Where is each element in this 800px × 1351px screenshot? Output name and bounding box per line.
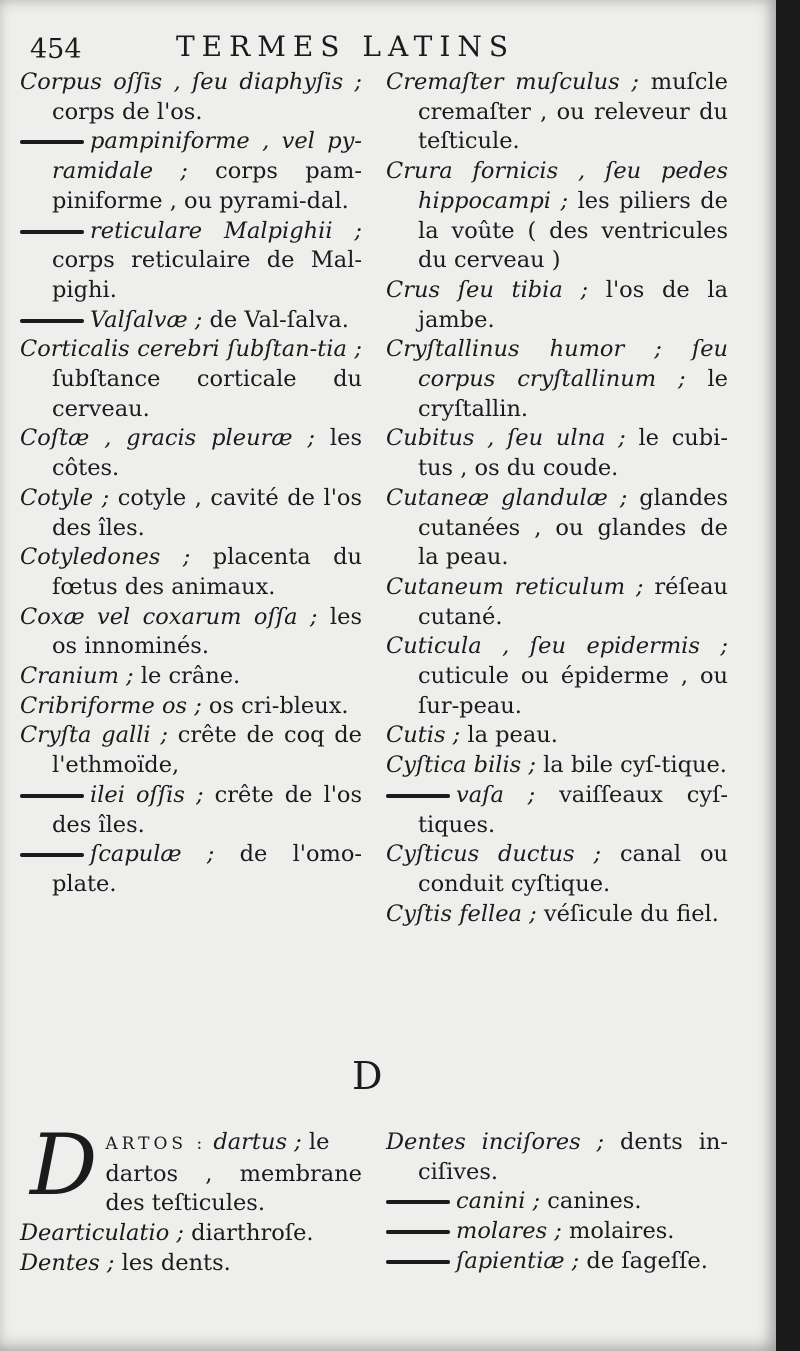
- entry-term: Crura fornicis , ſeu pedes hippocampi ;: [386, 158, 728, 214]
- dictionary-entry: [20, 603, 362, 662]
- entry-term: Cryſta galli ;: [20, 722, 168, 749]
- section-letter: D: [352, 1054, 383, 1098]
- dictionary-entry: [386, 157, 728, 276]
- left-column: [20, 68, 362, 900]
- entry-definition: le crâne.: [133, 663, 241, 690]
- entry-definition: de l'omo-plate.: [52, 841, 362, 897]
- dictionary-entry: [20, 721, 362, 780]
- entry-definition: placenta du fœtus des animaux.: [52, 544, 363, 600]
- dictionary-entry: [20, 1219, 362, 1249]
- entry-term: molares ;: [456, 1218, 562, 1245]
- entry-definition: crête de coq de l'ethmoïde,: [52, 722, 362, 779]
- running-title: TERMES LATINS: [176, 30, 516, 63]
- entry-definition: la peau.: [460, 722, 558, 749]
- entry-term: vaſa ;: [456, 781, 536, 808]
- entry-definition: canal ou conduit cyſtique.: [418, 841, 728, 897]
- repeat-dash: [386, 1230, 450, 1234]
- entry-term: dartus ;: [206, 1129, 302, 1155]
- entry-definition: cuticule ou épiderme , ou ſur-peau.: [418, 663, 728, 719]
- section-left-column: [20, 1116, 362, 1279]
- repeat-dash: [20, 140, 84, 144]
- entry-term: Cyſtis fellea ;: [386, 900, 537, 927]
- entry-term: Crus ſeu tibia ;: [386, 276, 589, 303]
- repeat-dash: [386, 794, 450, 798]
- entry-term: Dentes inciſores ;: [386, 1129, 605, 1155]
- entry-term: pampiniforme , vel py-ramidale ;: [52, 128, 362, 185]
- entry-definition: vaiſſeaux cyſ-tiques.: [418, 781, 729, 838]
- entry-term: reticulare Malpighii ;: [90, 217, 362, 244]
- entry-term: Corticalis cerebri ſubſtan-tia ;: [20, 336, 362, 363]
- entry-definition: le cryſtallin.: [418, 366, 728, 422]
- page-number: 454: [30, 34, 82, 65]
- dictionary-entry: [386, 484, 728, 573]
- entry-term: canini ;: [456, 1188, 541, 1215]
- entry-definition: l'os de la jambe.: [418, 276, 729, 333]
- dictionary-entry: [20, 217, 362, 306]
- dictionary-entry: [386, 1217, 728, 1247]
- entry-definition: glandes cutanées , ou glandes de la peau.: [418, 484, 729, 571]
- entry-definition: corps reticulaire de Mal-pighi.: [52, 247, 362, 303]
- repeat-dash: [386, 1200, 450, 1204]
- entry-definition: les dents.: [114, 1249, 231, 1276]
- entry-definition: molaires.: [561, 1218, 675, 1245]
- repeat-dash: [20, 794, 84, 798]
- dictionary-entry: [20, 484, 362, 543]
- entry-term: ſapientiæ ;: [456, 1247, 580, 1274]
- entry-term: Dearticulatio ;: [20, 1220, 184, 1247]
- entry-definition: canines.: [540, 1188, 642, 1215]
- entry-term: Corpus oſſis , ſeu diaphyſis ;: [20, 69, 362, 95]
- entry-term: Coxæ vel coxarum oſſa ;: [20, 603, 318, 630]
- entry-term: Cyſticus ductus ;: [386, 841, 602, 868]
- entry-definition: diarthroſe.: [183, 1220, 314, 1247]
- entry-definition: crête de l'os des îles.: [52, 781, 363, 838]
- right-column: [386, 68, 728, 929]
- dictionary-entry: [20, 840, 362, 899]
- entry-term: Cryſtallinus humor ; ſeu corpus cryſtallinum ;: [386, 336, 728, 393]
- dictionary-entry: [386, 276, 728, 335]
- entry-term: Cubitus , ſeu ulna ;: [386, 425, 626, 452]
- entry-term: Cremaſter muſculus ;: [386, 69, 639, 95]
- entry-definition: de Val-ſalva.: [202, 306, 349, 333]
- entry-term: Cuticula , ſeu epidermis ;: [386, 633, 728, 660]
- dictionary-entry: [20, 306, 362, 336]
- dictionary-entry: [20, 335, 362, 424]
- entry-term: Cranium ;: [20, 663, 134, 690]
- repeat-dash: [20, 319, 84, 323]
- entry-definition: le cubi-tus , os du coude.: [418, 425, 728, 482]
- dictionary-entry: [386, 632, 728, 721]
- dictionary-entry: [20, 662, 362, 692]
- entry-term: Cutaneum reticulum ;: [386, 573, 644, 600]
- entry-term: Cutis ;: [386, 722, 461, 749]
- dictionary-entry: [386, 1128, 728, 1187]
- drop-cap: D: [30, 1116, 98, 1214]
- dictionary-entry: [20, 127, 362, 216]
- repeat-dash: [386, 1260, 450, 1264]
- entry-definition-continued: dartos , membrane des teſticules.: [105, 1160, 362, 1217]
- entry-term: Cutaneæ glandulæ ;: [386, 484, 628, 511]
- dictionary-entry: [386, 900, 728, 930]
- entry-definition: réſeau cutané.: [418, 573, 728, 630]
- entry-definition: dents in-ciſives.: [418, 1129, 728, 1185]
- entry-definition: le: [301, 1129, 330, 1155]
- repeat-dash: [20, 853, 84, 857]
- entry-definition: corps pam-piniforme , ou pyrami-dal.: [52, 158, 362, 214]
- entry-term: Coſtæ , gracis pleuræ ;: [20, 425, 315, 452]
- entry-term: Valſalvæ ;: [90, 306, 203, 333]
- entry-smallcaps: ARTOS :: [105, 1134, 207, 1154]
- dictionary-entry: [386, 840, 728, 899]
- dictionary-entry: [386, 721, 728, 751]
- entry-definition: les côtes.: [52, 425, 362, 482]
- dictionary-entry: [386, 424, 728, 483]
- page-header: [0, 28, 776, 68]
- entry-term: Cotyledones ;: [20, 544, 191, 571]
- dictionary-entry: [20, 543, 362, 602]
- dictionary-entry: [386, 1187, 728, 1217]
- entry-definition: corps de l'os.: [52, 98, 203, 125]
- entry-definition: véſicule du fiel.: [536, 900, 719, 927]
- dictionary-entry: [20, 781, 362, 840]
- entry-definition: les os innominés.: [52, 603, 362, 660]
- entry-definition: les piliers de la voûte ( des ventricules du cerveau ): [418, 187, 728, 274]
- dictionary-entry: [386, 781, 728, 840]
- entry-definition: ſubſtance corticale du cerveau.: [52, 366, 362, 422]
- entry-term: ſcapulæ ;: [90, 841, 215, 868]
- entry-term: Cyſtica bilis ;: [386, 752, 536, 779]
- entry-term: Cribriforme os ;: [20, 692, 202, 719]
- dictionary-entry: [20, 68, 362, 127]
- entry-definition: cotyle , cavité de l'os des îles.: [52, 484, 362, 541]
- section-left-entries: [20, 1219, 362, 1278]
- section-right-column: [386, 1128, 728, 1277]
- dictionary-entry-dartos: [20, 1116, 362, 1219]
- dictionary-entry: [386, 68, 728, 157]
- dictionary-entry: [386, 335, 728, 424]
- dictionary-entry: [386, 573, 728, 632]
- entry-definition: os cri-bleux.: [201, 692, 349, 719]
- dictionary-entry: [20, 692, 362, 722]
- entry-term: Cotyle ;: [20, 484, 110, 511]
- entry-term: ilei oſſis ;: [90, 781, 204, 808]
- dictionary-entry: [20, 1249, 362, 1279]
- entry-definition: de ſageſſe.: [579, 1247, 708, 1274]
- entry-definition: muſcle cremaſter , ou releveur du teſticule.: [418, 69, 728, 155]
- entry-term: Dentes ;: [20, 1249, 115, 1276]
- dictionary-entry: [386, 751, 728, 781]
- dictionary-entry: [386, 1247, 728, 1277]
- repeat-dash: [20, 230, 84, 234]
- dictionary-entry: [20, 424, 362, 483]
- entry-definition: la bile cyſ-tique.: [535, 752, 727, 779]
